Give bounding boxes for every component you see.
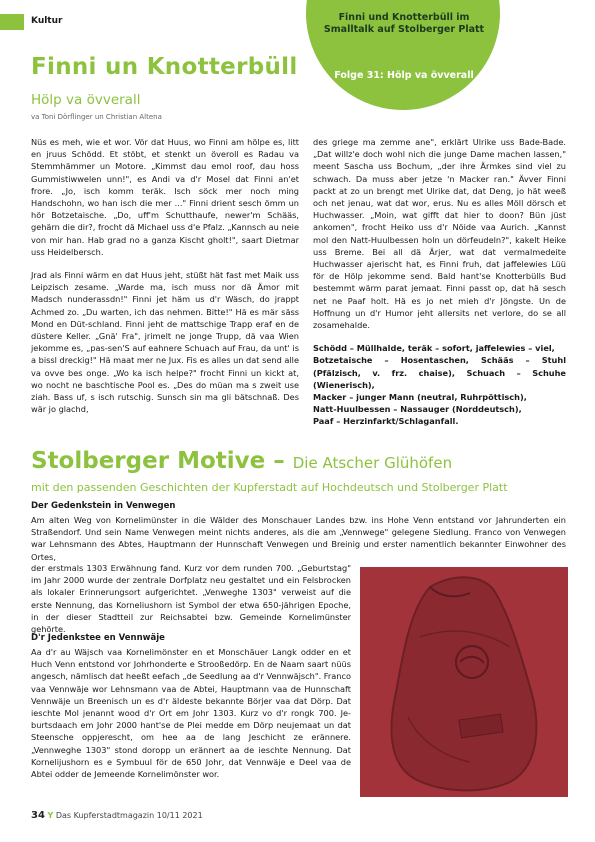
glossary-line: Natt-Huulbessen – Nassauger (Norddeutsch), xyxy=(313,404,522,415)
article-subtitle: Hölp va övverall xyxy=(31,92,141,108)
glossary-line: Macker – junger Mann (neutral, Ruhrpöttisch), xyxy=(313,392,527,403)
article2-title-sub: Die Atscher Glühöfen xyxy=(292,454,453,472)
heading-platt: D'r Jedenkstee en Vennwäje xyxy=(31,633,165,643)
article-column-2 xyxy=(313,136,566,428)
magazine-name: Das Kupferstadtmagazin 10/11 2021 xyxy=(55,811,203,820)
section-label: Kultur xyxy=(31,16,63,26)
paragraph: Jrad als Finni wärm en dat Huus jeht, stüßt hät fast met Maik uss Leipzisch zesame. „Warde ma, isch muss nor dä Ämor mit Madsch nunderassdn!" Finni jet häm us d'r Wäsch, do jrappt Achmed zo. „Du warten, ich das nehmen. Bitte!" Hä es mär säss Mond en Düt-schland. Finni jeht de mattschige Trapp eraf en de düstere Keller. „Gnä' Fra", jrimelt ne jonge Trupp, dä vaa Wien jekomme es, „pas-sen'S auf eahnere Schuach auf Frau, da unt' is a bissl dreckig!" Hä maat mer ne Jux. Fis es alles un dat send alle va ovve bes onge. „Wo ka isch helpe?" frocht Finni un kickt at, wo nocht ne baschtische Pool es. „Des do müan ma s zweit use ziah. Bass uf, s isch rutschig. Sunsch sin ma gli bätschnaß. Des wär jo glachd, xyxy=(31,270,299,415)
paragraph-german-1: Am alten Weg von Kornelimünster in die Wälder des Monschauer Landes bzw. ins Hohe Venn entstand vor Jahrunderten ein Straßendorf. Und sein Name Venwegen meint nichts anderes, als die am „Vennwege" gelegene Siedlung. Franco von Venwegen war Lehnsmann des Abtes, Hauptmann der Hunnschaft Venwegen und Breinig und erster namentlich bekannter Einwohner des Ortes, xyxy=(31,515,566,562)
paragraph-platt: Aa d'r au Wäjsch vaa Kornelimönster en et Monschäuer Langk odder en et Huch Venn entstond vor Johrhonderte e Strooßedörp. En de Naam saart nüüs angesch, nämlisch dat heeßt eefach „de Seedlung aa d'r Vennwäjsch". Franco vaa Vennwäje wor Lehnsmann vaa de Abtei, Hauptmann vaa de Hunnschaft Vennwäje un Breenisch un es d'r äldeste bekannte Börjer vaa dat Dörp. Dat ieschte Mol jenannt wood d'r Ort em Johr 1303. Kurz vo d'r rongk 700. Je-burtsdaach em Johr 2000 hant'se de Plei medde em Dörp neujemaat un dat Steensche oppjerescht, om hee aa de lang Jeschicht ze erännere. „Vennweghe 1303" stond doropp un erännert aa de ieschte Nennung. Dat Kornelijushorn es e Symbuul för de 650 Johr, dat Vennwäje e Deel vaa de Abtei odder de Jemeende Kornelimönster wor. xyxy=(31,647,351,780)
glossary-line: Paaf – Herzinfarkt/Schlaganfall. xyxy=(313,416,459,427)
section-color-bar xyxy=(0,14,24,30)
paragraph: Nüs es meh, wie et wor. Vör dat Huus, wo Finni am hölpe es, litt en jruus Schödd. Et stöbt, et stenkt un överoll es Radau va Stemmhämmer un Motore. „Kimmst dau emol roof, dau hoss Gummistiwwelen unn!", es Andi va d'r Mosel dat Finni an'et frore. „Jo, isch komm teräk. Isch söck mer noch ming Handschohn, wo han isch die mer ..." Finni drient sesch ömm un hör Botzetaische. „Do, uff'm Schutthaufe, newer'm Schääs, gehärn die dir?, frocht dä Michael uss d'e Pfalz. „Kannsch au neie von mir han. Hab grad no a ganza Kischt gholt!", saart Dietmar uss Heidelbersch. xyxy=(31,137,299,257)
stone-illustration xyxy=(360,567,568,797)
article-column-1 xyxy=(31,136,299,426)
glossary-line: Schödd – Müllhalde, teräk – sofort, jaffelewies – viel, xyxy=(313,343,555,354)
memorial-stone-photo xyxy=(360,567,568,797)
series-circle-title: Finni und Knotterbüll im Smalltalk auf Stolberger Platt xyxy=(323,12,485,35)
paragraph-german-2: der erstmals 1303 Erwähnung fand. Kurz vor dem runden 700. „Geburtstag" im Jahr 2000 wurde der zentrale Dorfplatz neu gestaltet und ein Felsbrocken als lokaler Erinnerungsort aufgerichtet. „Venweghe 1303" verweist auf die erste Nennung, das Korneliushorn ist Symbol der etwa 650-jährigen Epoche, in der dieser Stadtteil zur Reichsabtei bzw. Gemeinde Kornelimünster gehörte. xyxy=(31,563,351,635)
heading-german: Der Gedenkstein in Venwegen xyxy=(31,501,176,511)
article2-title-main: Stolberger Motive – xyxy=(31,448,285,474)
paragraph: des griege ma zemme ane", erklärt Ulrike uss Bade-Bade. „Dat willz'e doch wohl nich die junge Dame machen lassen," meent Sascha uss Bochum, „der ihre Ärmkes sind viel zu schwach. Da muss aber jetze 'n Macker ran." Ävver Finni packt at zo un brengt met Ulrike dat, dat Deng, jo hät weeß och net jenau, wat dat wor, erus. Nu es alles Möll dörsch et Huchwasser. „Moin, wat gifft dat hier to doon? Bün jüst ankomen", frocht Heiko uss d'r Nöide vaa Aurich. „Kannst mol den Natt-Huulbessen holn un dörfeudeln?", kakelt Heike uss Breme. Bei all dä Ärjer, wat dat vermalmedeite Huchwasser ajerischt hat, es Finni fruh, dat jaffelewies Lüü för de Hölp jekomme send. Bald hant'se Knotterbülls Bud bestemmt wärm parat jemaat. Finni passt op, dat hä sesch net ne Paaf holt. Hä es jo net mieh d'r Jöngste. Un de Hoffnung un d'r Humor jeht allersits net verlore, do se all zosamehalde. xyxy=(313,137,566,331)
page-number: 34 xyxy=(31,810,45,821)
page-footer xyxy=(31,810,203,821)
glossary-line: Botzetaische – Hosentaschen, Schääs – Stuhl (Pfälzisch, v. frz. chaise), Schuach – Schuhe (Wienerisch), xyxy=(313,355,566,390)
footer-marker: Y xyxy=(47,811,54,820)
series-circle-episode: Folge 31: Hölp va övverall xyxy=(334,70,474,81)
article2-title xyxy=(31,448,452,474)
glossary xyxy=(313,342,566,427)
article-authors: va Toni Dörflinger un Christian Altena xyxy=(31,113,162,121)
article2-subline: mit den passenden Geschichten der Kupferstadt auf Hochdeutsch und Stolberger Platt xyxy=(31,481,508,494)
article-title: Finni un Knotterbüll xyxy=(31,54,298,80)
